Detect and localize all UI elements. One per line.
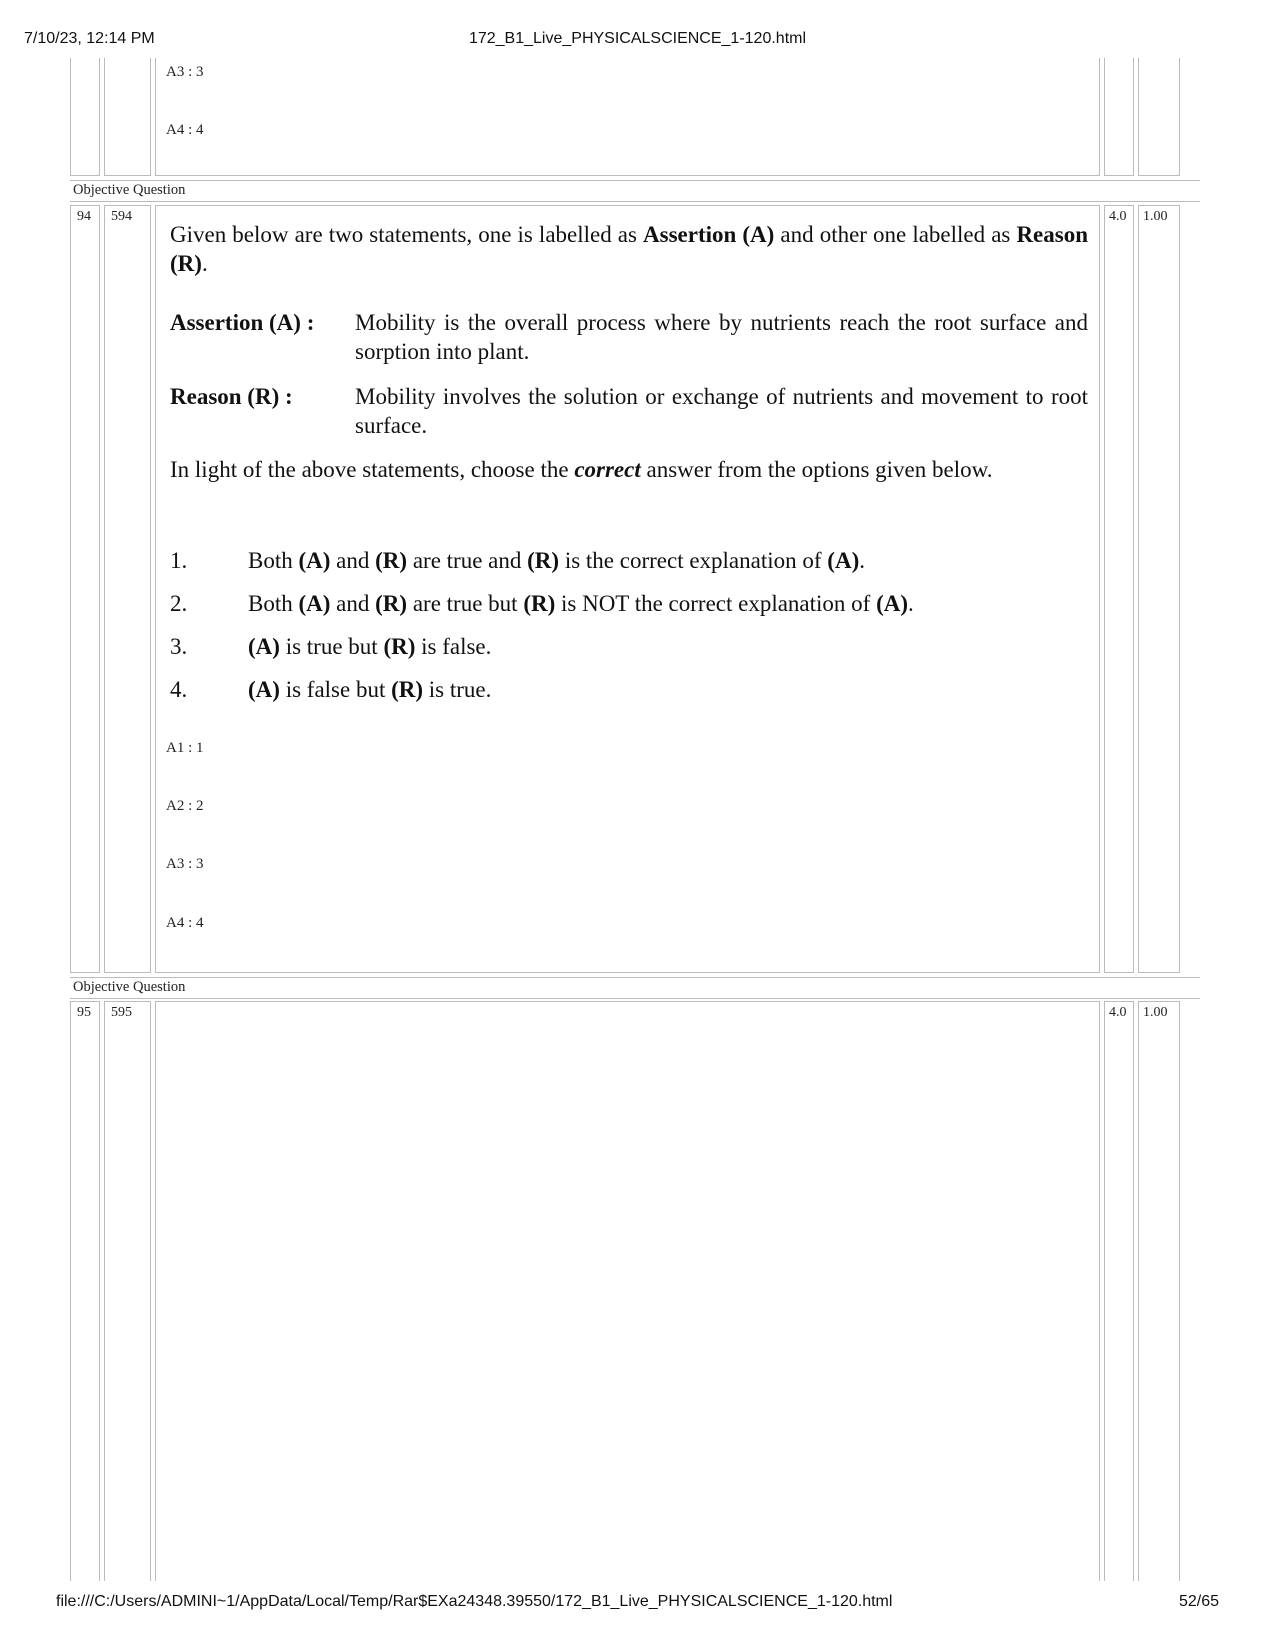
q95-serial-cell xyxy=(70,1001,100,1581)
prev-id-cell xyxy=(104,58,151,176)
q94-answer-4: A4 : 4 xyxy=(166,915,204,931)
option-1: 1. Both (A) and (R) are true and (R) is the correct explanation of (A). xyxy=(170,548,865,573)
q94-negative-cell xyxy=(1138,205,1180,973)
prev-serial-cell xyxy=(70,58,100,176)
q94-assertion xyxy=(170,308,1088,366)
q94-instruction: In light of the above statements, choose the correct answer from the options given below. xyxy=(170,457,993,482)
option-4: 4. (A) is false but (R) is true. xyxy=(170,677,492,702)
assertion-label: Assertion (A) : xyxy=(170,310,315,335)
q94-id-cell xyxy=(104,205,151,973)
prev-answer-4: A4 : 4 xyxy=(166,122,204,138)
q94-serial: 94 xyxy=(77,209,91,224)
section-label: Objective Question xyxy=(73,182,186,198)
q95-id-cell xyxy=(104,1001,151,1581)
prev-negative-cell xyxy=(1138,58,1180,176)
q94-reason xyxy=(170,382,1088,440)
q94-answer-2: A2 : 2 xyxy=(166,798,204,814)
q95-marks-cell xyxy=(1104,1001,1134,1581)
section-band xyxy=(70,977,1200,999)
q95-marks: 4.0 xyxy=(1109,1005,1127,1020)
reason-label: Reason (R) : xyxy=(170,384,293,409)
q95-negative-cell xyxy=(1138,1001,1180,1581)
print-page-number: 52/65 xyxy=(1178,1593,1219,1610)
q94-intro: Given below are two statements, one is labelled as Assertion (A) and other one labelled as Reason (R). xyxy=(170,222,1088,276)
print-datetime: 7/10/23, 12:14 PM xyxy=(24,30,155,47)
q94-marks-cell xyxy=(1104,205,1134,973)
q94-id: 594 xyxy=(111,209,132,224)
q95-id: 595 xyxy=(111,1005,132,1020)
q95-serial: 95 xyxy=(77,1005,91,1020)
prev-content-cell xyxy=(155,58,1100,176)
option-3: 3. (A) is true but (R) is false. xyxy=(170,634,492,659)
print-file-path: file:///C:/Users/ADMINI~1/AppData/Local/Temp/Rar$EXa24348.39550/172_B1_Live_PHYSICALSCIENCE_1-120.html xyxy=(56,1593,893,1610)
q94-negative: 1.00 xyxy=(1143,209,1168,224)
reason-text: Mobility involves the solution or exchange of nutrients and movement to root surface. xyxy=(355,384,1088,438)
q95-negative: 1.00 xyxy=(1143,1005,1168,1020)
assertion-text: Mobility is the overall process where by nutrients reach the root surface and sorption into plant. xyxy=(355,310,1088,364)
option-2: 2. Both (A) and (R) are true but (R) is NOT the correct explanation of (A). xyxy=(170,591,914,616)
q94-answer-3: A3 : 3 xyxy=(166,856,204,872)
print-title: 172_B1_Live_PHYSICALSCIENCE_1-120.html xyxy=(468,30,807,47)
q94-marks: 4.0 xyxy=(1109,209,1127,224)
q94-answer-1: A1 : 1 xyxy=(166,740,204,756)
prev-marks-cell xyxy=(1104,58,1134,176)
q94-options xyxy=(170,546,1088,718)
q95-content-cell xyxy=(155,1001,1100,1581)
section-band xyxy=(70,180,1200,202)
section-label: Objective Question xyxy=(73,979,186,995)
q94-serial-cell xyxy=(70,205,100,973)
prev-answer-3: A3 : 3 xyxy=(166,64,204,80)
